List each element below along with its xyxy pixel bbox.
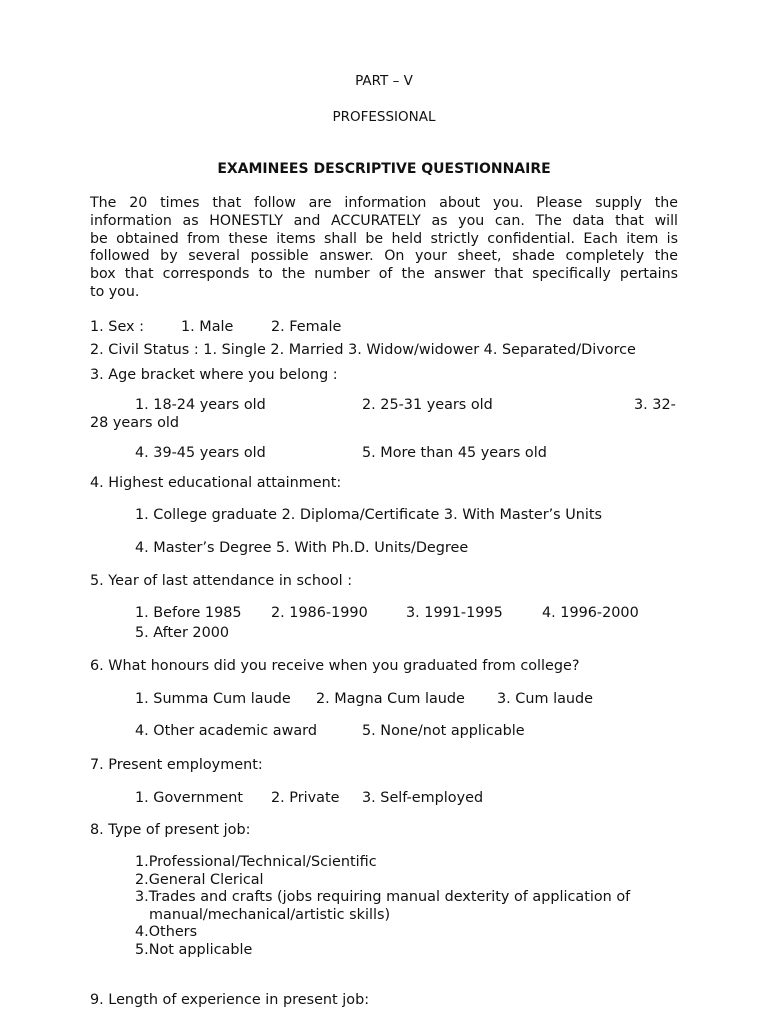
intro-paragraph bbox=[90, 195, 678, 302]
question-8-options bbox=[135, 854, 630, 959]
question-5-option-1: 1. Before 1985 bbox=[135, 605, 242, 621]
question-4-options-line-1: 1. College graduate 2. Diploma/Certificate 3. With Master’s Units bbox=[135, 507, 603, 523]
document-title: EXAMINEES DESCRIPTIVE QUESTIONNAIRE bbox=[217, 161, 551, 177]
intro-line: The 20 times that follow are information about you. Please supply the bbox=[90, 195, 678, 211]
question-9-label: 9. Length of experience in present job: bbox=[90, 992, 370, 1008]
question-3-option-3-continued: 28 years old bbox=[90, 415, 179, 431]
question-8-option-1: 1.Professional/Technical/Scientific bbox=[135, 854, 377, 870]
part-heading: PART – V bbox=[355, 73, 413, 89]
question-5-option-3: 3. 1991-1995 bbox=[406, 605, 503, 621]
question-6-option-5: 5. None/not applicable bbox=[362, 723, 525, 739]
question-7-label: 7. Present employment: bbox=[90, 757, 263, 773]
question-5-option-5: 5. After 2000 bbox=[135, 625, 230, 641]
question-1-option-2: 2. Female bbox=[271, 319, 342, 335]
intro-line: to you. bbox=[90, 283, 140, 300]
question-3-option-5: 5. More than 45 years old bbox=[362, 445, 547, 461]
question-8-option-3: 3.Trades and crafts (jobs requiring manual dexterity of application of bbox=[135, 889, 631, 905]
question-6-option-2: 2. Magna Cum laude bbox=[316, 691, 465, 707]
question-5-option-2: 2. 1986-1990 bbox=[271, 605, 368, 621]
question-2: 2. Civil Status : 1. Single 2. Married 3. Widow/widower 4. Separated/Divorce bbox=[90, 342, 636, 358]
question-8-option-4: 4.Others bbox=[135, 924, 198, 940]
question-1-option-1: 1. Male bbox=[181, 319, 234, 335]
question-3-option-2: 2. 25-31 years old bbox=[362, 397, 493, 413]
question-6-option-1: 1. Summa Cum laude bbox=[135, 691, 291, 707]
question-1-label: 1. Sex : bbox=[90, 319, 144, 335]
question-6-label: 6. What honours did you receive when you graduated from college? bbox=[90, 658, 580, 674]
question-7-option-3: 3. Self-employed bbox=[362, 790, 484, 806]
question-7-option-1: 1. Government bbox=[135, 790, 244, 806]
intro-line: box that corresponds to the number of the answer that specifically pertains bbox=[90, 266, 678, 283]
question-4-options-line-2: 4. Master’s Degree 5. With Ph.D. Units/Degree bbox=[135, 540, 469, 556]
question-8-label: 8. Type of present job: bbox=[90, 822, 251, 838]
question-5-label: 5. Year of last attendance in school : bbox=[90, 573, 353, 589]
question-8-option-2: 2.General Clerical bbox=[135, 871, 264, 888]
intro-line: be obtained from these items shall be held strictly confidential. Each item is bbox=[90, 230, 678, 247]
question-8-option-5: 5.Not applicable bbox=[135, 941, 253, 958]
question-7-option-2: 2. Private bbox=[271, 790, 340, 806]
question-3-option-4: 4. 39-45 years old bbox=[135, 445, 266, 461]
intro-line: information as HONESTLY and ACCURATELY as you can. The data that will bbox=[90, 212, 678, 229]
question-6-option-3: 3. Cum laude bbox=[497, 691, 593, 707]
question-4-label: 4. Highest educational attainment: bbox=[90, 475, 342, 491]
question-3-option-3: 3. 32- bbox=[634, 397, 676, 413]
question-5-option-4: 4. 1996-2000 bbox=[542, 605, 639, 621]
question-3-option-1: 1. 18-24 years old bbox=[135, 397, 266, 413]
question-8-option-3-continued: manual/mechanical/artistic skills) bbox=[149, 906, 391, 923]
section-heading: PROFESSIONAL bbox=[332, 109, 436, 125]
intro-line: followed by several possible answer. On your sheet, shade completely the bbox=[90, 248, 678, 265]
question-6-option-4: 4. Other academic award bbox=[135, 723, 317, 739]
question-3-label: 3. Age bracket where you belong : bbox=[90, 367, 338, 383]
